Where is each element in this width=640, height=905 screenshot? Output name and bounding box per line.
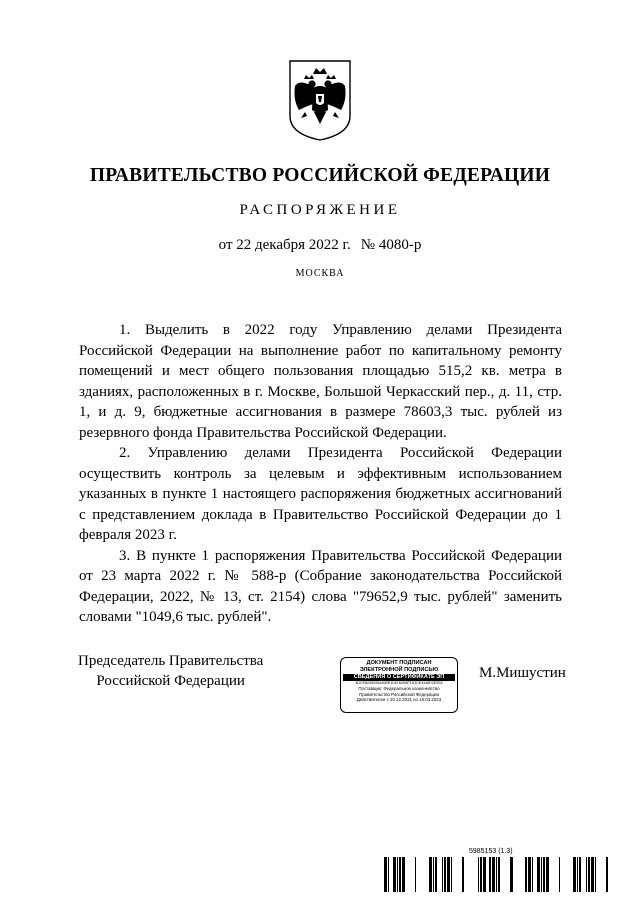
stamp-supplier: Поставщик: Федеральное казначейство <box>358 686 440 691</box>
paragraph-2: 2. Управлению делами Президента Российской Федерации осуществить контроль за целевым и эффективным использованием указанных в пункте 1 настоящего распоряжения бюджетных ассигнований с представлением доклада в Правительство Российской Федерации до 1 февраля 2023 г. <box>79 445 562 543</box>
document-type: РАСПОРЯЖЕНИЕ <box>239 202 401 218</box>
stamp-certificate-header: СВЕДЕНИЯ О СЕРТИФИКАТЕ ЭП <box>343 674 455 681</box>
document-code: 5985153 (1.3) <box>469 848 513 855</box>
stamp-serial: 4DCE8030930A40BE3D6782D8F1D3CE4448D2E2E8 <box>355 681 443 685</box>
document-date: от 22 декабря 2022 г. <box>218 237 351 253</box>
paragraph-3: 3. В пункте 1 распоряжения Правительства Российской Федерации от 23 марта 2022 г. № 588-р (Собрание законодательства Российской Федерации, 2022, № 13, ст. 2154) слова "79652,9 тыс. рублей" заменить словами "1049,6 тыс. рублей". <box>79 547 562 625</box>
stamp-validity: Действителен с 10.12.2021 по 10.03.2023 <box>356 697 442 703</box>
document-number: № 4080-р <box>360 237 422 253</box>
electronic-signature-stamp <box>340 657 458 713</box>
stamp-line-2: ЭЛЕКТРОННОЙ ПОДПИСЬЮ <box>359 666 439 673</box>
issue-city: МОСКВА <box>295 268 345 279</box>
document-body <box>79 320 562 628</box>
stamp-owner: Правительство Российской Федерации <box>359 691 439 697</box>
stamp-line-1: ДОКУМЕНТ ПОДПИСАН <box>366 660 432 666</box>
signer-name: М.Мишустин <box>479 665 566 681</box>
russian-coat-of-arms-icon <box>287 58 353 142</box>
barcode-icon <box>384 857 614 892</box>
signer-position-line-2: Российской Федерации <box>96 673 245 689</box>
document-date-line <box>0 237 640 254</box>
paragraph-1: 1. Выделить в 2022 году Управлению делами Президента Российской Федерации на выполнение работ по капитальному ремонту помещений и мест общего пользования площадью 515,2 кв. метра в зданиях, расположенных в г. Москве, Большой Черкасский пер., д. 11, стр. 1, и д. 9, бюджетные ассигнования в размере 78603,3 тыс. рублей из резервного фонда Правительства Российской Федерации. <box>79 322 562 441</box>
signer-position <box>78 651 263 691</box>
government-title: ПРАВИТЕЛЬСТВО РОССИЙСКОЙ ФЕДЕРАЦИИ <box>89 165 551 186</box>
signer-position-line-1: Председатель Правительства <box>78 653 264 669</box>
